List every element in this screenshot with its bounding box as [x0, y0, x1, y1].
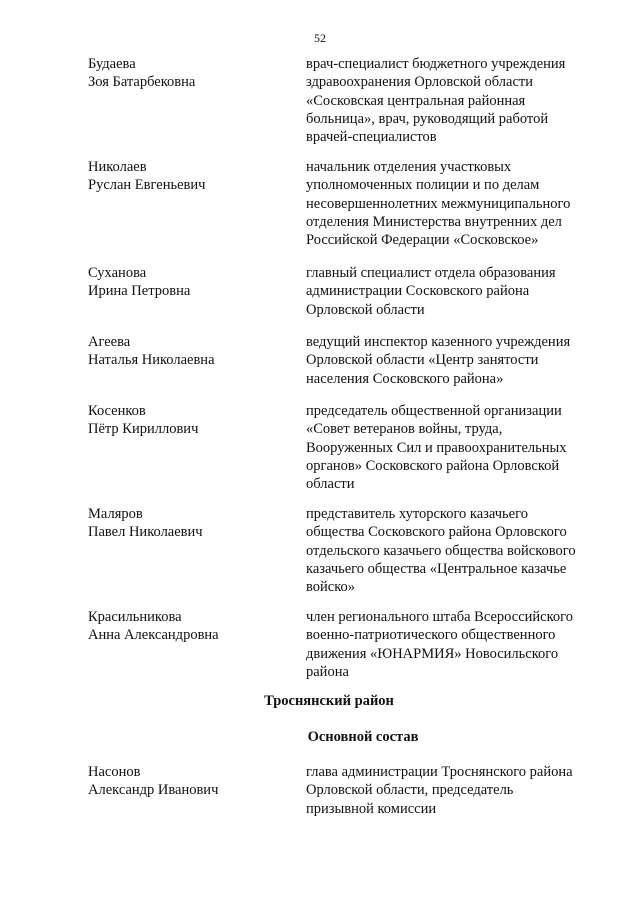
position-line: врачей-специалистов — [306, 129, 437, 146]
given-name-patronymic: Анна Александровна — [88, 627, 219, 644]
position-line: отдельского казачьего общества войскового — [306, 542, 576, 559]
composition-heading: Основной состав — [307, 729, 419, 745]
position-line: отделения Министерства внутренних дел — [306, 213, 562, 230]
position-line: Орловской области — [306, 301, 425, 318]
position-line: казачьего общества «Центральное казачье — [306, 560, 567, 577]
member-position — [306, 763, 606, 818]
given-name-patronymic: Ирина Петровна — [88, 283, 191, 300]
position-line: «Совет ветеранов войны, труда, — [306, 421, 503, 438]
district-heading: Троснянский район — [264, 693, 394, 709]
member-name — [88, 158, 298, 195]
position-line: Орловской области, председатель — [306, 782, 514, 799]
given-name-patronymic: Александр Иванович — [88, 782, 219, 799]
position-line: председатель общественной организации — [306, 403, 562, 419]
surname: Агеева — [88, 334, 131, 350]
member-name — [88, 505, 298, 542]
given-name-patronymic: Руслан Евгеньевич — [88, 177, 206, 194]
position-line: района — [306, 663, 349, 680]
position-line: населения Сосковского района» — [306, 370, 504, 387]
position-line: врач-специалист бюджетного учреждения — [306, 56, 566, 72]
member-position — [306, 333, 606, 388]
position-line: военно-патриотического общественного — [306, 627, 556, 644]
given-name-patronymic: Павел Николаевич — [88, 524, 203, 541]
member-name — [88, 333, 298, 370]
position-line: администрации Сосковского района — [306, 283, 530, 300]
member-name — [88, 55, 298, 92]
position-line: «Сосковская центральная районная — [306, 92, 526, 109]
member-position — [306, 55, 606, 146]
surname: Косенков — [88, 403, 146, 419]
position-line: представитель хуторского казачьего — [306, 506, 528, 522]
surname: Маляров — [88, 506, 143, 522]
position-line: член регионального штаба Всероссийского — [306, 609, 573, 625]
member-position — [306, 158, 606, 249]
surname: Красильникова — [88, 609, 182, 625]
member-name — [88, 608, 298, 645]
position-line: Вооруженных Сил и правоохранительных — [306, 439, 567, 456]
position-line: глава администрации Троснянского района — [306, 764, 573, 780]
given-name-patronymic: Наталья Николаевна — [88, 352, 215, 369]
given-name-patronymic: Зоя Батарбековна — [88, 74, 196, 91]
member-name — [88, 402, 298, 439]
position-line: призывной комиссии — [306, 800, 437, 817]
page-number: 52 — [314, 31, 326, 45]
given-name-patronymic: Пётр Кириллович — [88, 421, 199, 438]
position-line: Орловской области «Центр занятости — [306, 352, 539, 369]
member-position — [306, 402, 606, 493]
position-line: уполномоченных полиции и по делам — [306, 177, 540, 194]
surname: Будаева — [88, 56, 136, 72]
position-line: несовершеннолетних межмуниципального — [306, 195, 571, 212]
position-line: ведущий инспектор казенного учреждения — [306, 334, 571, 350]
member-position — [306, 608, 606, 681]
surname: Суханова — [88, 265, 147, 281]
position-line: войско» — [306, 579, 356, 596]
position-line: начальник отделения участковых — [306, 159, 512, 175]
position-line: Российской Федерации «Сосковское» — [306, 232, 539, 249]
position-line: органов» Сосковского района Орловской — [306, 457, 560, 474]
position-line: здравоохранения Орловской области — [306, 74, 533, 91]
surname: Насонов — [88, 764, 141, 780]
position-line: главный специалист отдела образования — [306, 265, 556, 281]
member-name — [88, 264, 298, 301]
position-line: движения «ЮНАРМИЯ» Новосильского — [306, 645, 559, 662]
member-name — [88, 763, 298, 800]
surname: Николаев — [88, 159, 147, 175]
position-line: общества Сосковского района Орловского — [306, 524, 567, 541]
member-position — [306, 264, 606, 319]
position-line: больница», врач, руководящий работой — [306, 110, 549, 127]
position-line: области — [306, 476, 355, 493]
member-position — [306, 505, 606, 596]
